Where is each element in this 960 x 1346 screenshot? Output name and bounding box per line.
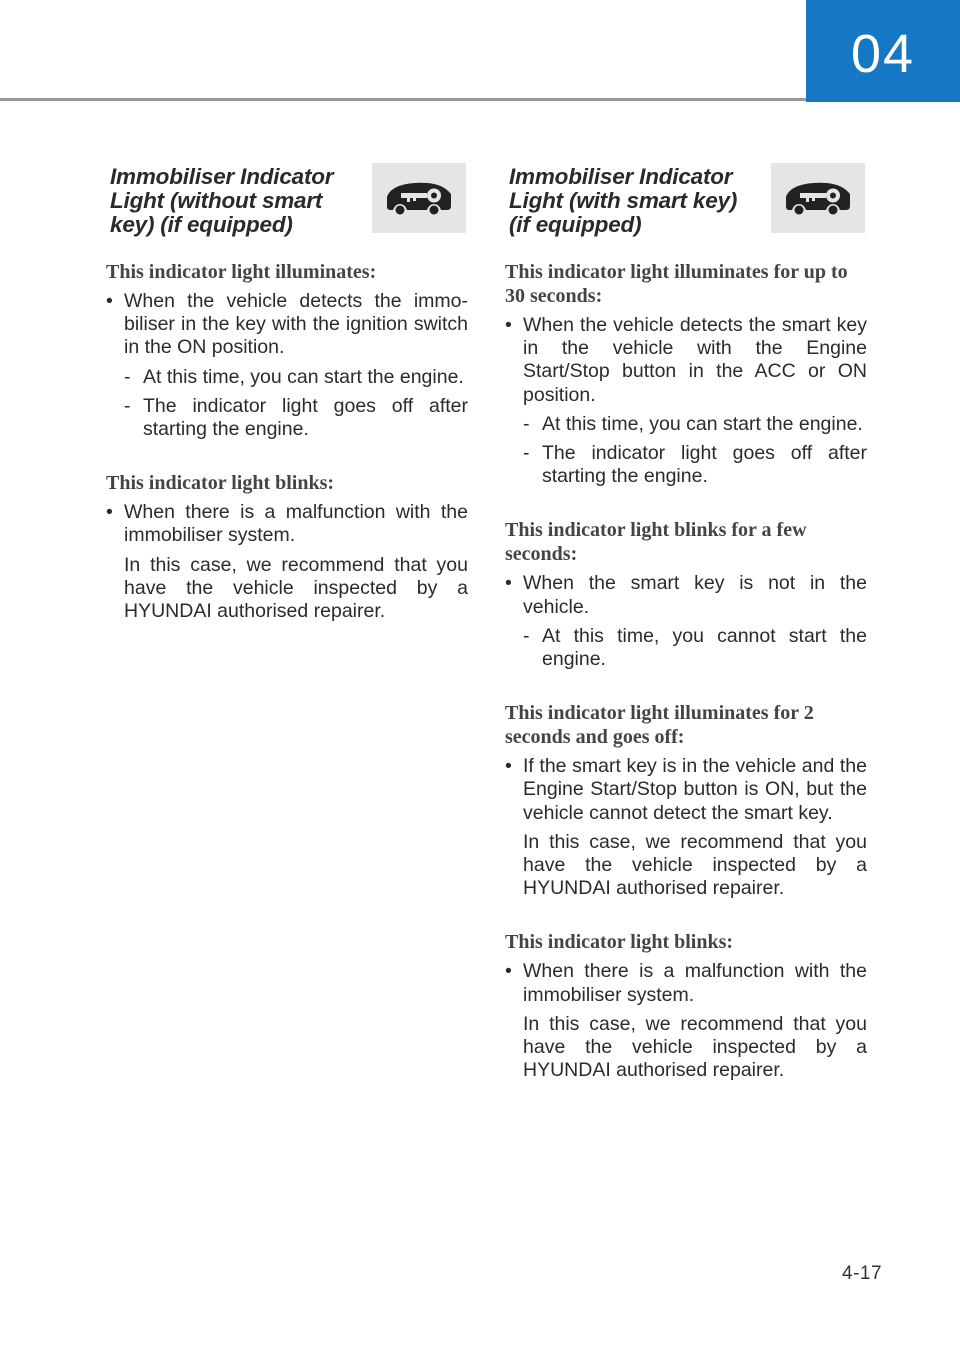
bullet-item bbox=[106, 501, 468, 547]
header-rule bbox=[0, 98, 806, 101]
dash-text: The indicator light goes off after starting the engine. bbox=[542, 442, 867, 488]
bullet-item bbox=[505, 572, 867, 618]
spacer bbox=[106, 441, 468, 471]
dash-mark: - bbox=[523, 412, 530, 435]
spacer bbox=[505, 671, 867, 701]
page-number: 4-17 bbox=[842, 1263, 883, 1284]
dash-text: At this time, you can start the engine. bbox=[143, 365, 464, 388]
note-paragraph: In this case, we recommend that you have the vehicle inspected by a HYUNDAI authorised repairer. bbox=[523, 1012, 867, 1082]
bullet-dot: • bbox=[505, 314, 512, 336]
left-section-title bbox=[110, 165, 360, 237]
bullet-text: When the vehicle detects the immo-biliser in the key with the ignition switch in the ON position. bbox=[124, 290, 468, 359]
bullet-text: If the smart key is in the vehicle and the Engine Start/Stop button is ON, but the vehicle cannot detect the smart key. bbox=[523, 755, 867, 824]
note-paragraph: In this case, we recommend that you have the vehicle inspected by a HYUNDAI authorised repairer. bbox=[523, 830, 867, 900]
right-header bbox=[505, 163, 867, 237]
dash-mark: - bbox=[523, 624, 530, 647]
spacer bbox=[505, 900, 867, 930]
subheading: This indicator light blinks: bbox=[505, 931, 734, 954]
bullet-dot: • bbox=[106, 501, 113, 524]
bullet-text: When there is a malfunction with the immobiliser system. bbox=[523, 960, 867, 1006]
subheading: This indicator light blinks: bbox=[106, 472, 335, 495]
left-header bbox=[106, 163, 468, 237]
title-line: Immobiliser Indicator bbox=[110, 164, 334, 189]
note-paragraph: In this case, we recommend that you have the vehicle inspected by a HYUNDAI authorised repairer. bbox=[124, 553, 468, 623]
title-line: Light (with smart key) bbox=[509, 188, 738, 213]
right-body bbox=[505, 260, 867, 1082]
bullet-item bbox=[505, 314, 867, 407]
immobiliser-car-key-icon bbox=[381, 180, 457, 216]
dash-text: The indicator light goes off after starting the engine. bbox=[143, 394, 468, 441]
bullet-text: When there is a malfunction with the immobiliser system. bbox=[124, 501, 468, 547]
title-line: Light (without smart bbox=[110, 188, 323, 213]
chapter-tab: 04 bbox=[806, 0, 960, 102]
dash-item bbox=[106, 366, 468, 389]
dash-item bbox=[505, 625, 867, 671]
subheading: This indicator light illuminates for 2 seconds and goes off: bbox=[505, 702, 814, 749]
bullet-dot: • bbox=[505, 755, 512, 778]
title-line: Immobiliser Indicator bbox=[509, 164, 733, 189]
dash-item bbox=[106, 395, 468, 441]
title-line: (if equipped) bbox=[509, 212, 642, 237]
dash-text: At this time, you cannot start the engine. bbox=[542, 624, 867, 671]
bullet-item bbox=[106, 290, 468, 360]
dash-mark: - bbox=[523, 442, 530, 465]
dash-mark: - bbox=[124, 394, 131, 417]
title-line: key) (if equipped) bbox=[110, 212, 293, 237]
spacer bbox=[505, 488, 867, 518]
subheading: This indicator light blinks for a few seconds: bbox=[505, 519, 807, 566]
bullet-item bbox=[505, 755, 867, 825]
dash-mark: - bbox=[124, 365, 131, 388]
dash-item bbox=[505, 442, 867, 488]
right-section-title bbox=[509, 165, 759, 237]
immobiliser-indicator-icon-box bbox=[372, 163, 466, 233]
bullet-dot: • bbox=[505, 572, 512, 595]
dash-text: At this time, you can start the engine. bbox=[542, 412, 863, 435]
left-body bbox=[106, 260, 468, 623]
immobiliser-indicator-icon-box bbox=[771, 163, 865, 233]
dash-item bbox=[505, 413, 867, 436]
immobiliser-car-key-icon bbox=[780, 180, 856, 216]
bullet-text: When the smart key is not in the vehicle. bbox=[523, 572, 867, 618]
bullet-text: When the vehicle detects the smart key in the vehicle with the Engine Start/Stop button in the ACC or ON position. bbox=[523, 314, 867, 406]
bullet-item bbox=[505, 960, 867, 1006]
bullet-dot: • bbox=[505, 960, 512, 983]
subheading: This indicator light illuminates: bbox=[106, 261, 377, 283]
subheading: This indicator light illuminates for up to 30 seconds: bbox=[505, 261, 848, 307]
bullet-dot: • bbox=[106, 290, 113, 312]
